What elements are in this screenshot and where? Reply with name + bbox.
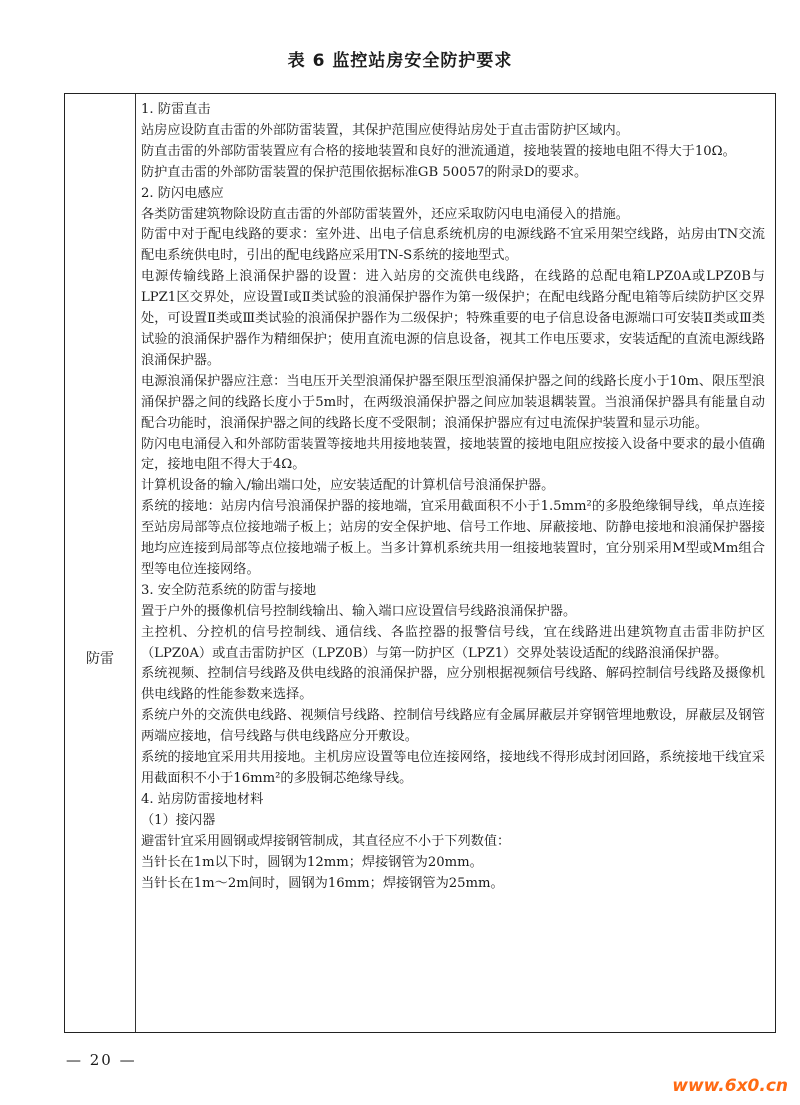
content-paragraph: 系统视频、控制信号线路及供电线路的浪涌保护器，应分别根据视频信号线路、解码控制信号线路及摄像机供电线路的性能参数来选择。 xyxy=(141,666,765,703)
content-paragraph: 当针长在1m以下时，圆钢为12mm；焊接钢管为20mm。 xyxy=(141,854,483,870)
content-paragraph: 电源浪涌保护器应注意：当电压开关型浪涌保护器至限压型浪涌保护器之间的线路长度小于10m、限压型浪涌保护器之间的线路长度小于5m时，在两级浪涌保护器之间应加装退耦装置。当浪涌保护器具有能量自动配合功能时，浪涌保护器之间的线路长度不受限制；浪涌保护器应有过电流保护装置和显示功能。 xyxy=(141,373,765,431)
watermark: www.6x0.cn xyxy=(672,1076,788,1096)
content-paragraph: 各类防雷建筑物除设防直击雷的外部防雷装置外，还应采取防闪电电涌侵入的措施。 xyxy=(141,206,629,222)
content-paragraph: 计算机设备的输入/输出端口处，应安装适配的计算机信号浪涌保护器。 xyxy=(141,478,555,494)
content-paragraph: 防闪电电涌侵入和外部防雷装置等接地共用接地装置，接地装置的接地电阻应按接入设备中要求的最小值确定，接地电阻不得大于4Ω。 xyxy=(141,436,765,473)
content-paragraph: 系统户外的交流供电线路、视频信号线路、控制信号线路应有金属屏蔽层并穿钢管埋地敷设，屏蔽层及钢管两端应接地，信号线路与供电线路应分开敷设。 xyxy=(141,708,765,745)
content-paragraph: 防直击雷的外部防雷装置应有合格的接地装置和良好的泄流通道，接地装置的接地电阻不得大于10Ω。 xyxy=(141,143,736,159)
content-paragraph: 4. 站房防雷接地材料 xyxy=(141,791,264,807)
content-paragraph: 系统的接地宜采用共用接地。主机房应设置等电位连接网络，接地线不得形成封闭回路，系统接地干线宜采用截面积不小于16mm²的多股铜芯绝缘导线。 xyxy=(141,750,765,786)
content-paragraph: 系统的接地：站房内信号浪涌保护器的接地端，宜采用截面积不小于1.5mm²的多股绝缘铜导线，单点连接至站房局部等点位接地端子板上；站房的安全保护地、信号工作地、屏蔽接地、防静电接地和浪涌保护器接地均应连接到局部等点位接地端子板上。当多计算机系统共用一组接地装置时，宜分别采用M型或Mm组合型等电位连接网络。 xyxy=(141,499,765,577)
page-number: — 20 — xyxy=(66,1051,137,1069)
content-paragraph: 3. 安全防范系统的防雷与接地 xyxy=(141,582,317,598)
content-paragraph: 1. 防雷直击 xyxy=(141,102,211,117)
content-paragraph: 防护直击雷的外部防雷装置的保护范围依据标准GB 50057的附录D的要求。 xyxy=(141,164,588,180)
content-paragraph: 防雷中对于配电线路的要求：室外进、出电子信息系统机房的电源线路不宜采用架空线路，站房由TN交流配电系统供电时，引出的配电线路应采用TN-S系统的接地型式。 xyxy=(141,227,765,264)
category-cell: 防雷 xyxy=(86,651,114,667)
content-paragraph: 主控机、分控机的信号控制线、通信线、各监控器的报警信号线，宜在线路进出建筑物直击雷非防护区（LPZ0A）或直击雷防护区（LPZ0B）与第一防护区（LPZ1）交界处装设适配的线路浪涌保护器。 xyxy=(141,624,765,661)
content-paragraph: 2. 防闪电感应 xyxy=(141,185,224,201)
content-paragraph: （1）接闪器 xyxy=(141,812,216,828)
page-title: 表 6 监控站房安全防护要求 xyxy=(287,51,513,71)
content-paragraph: 置于户外的摄像机信号控制线输出、输入端口应设置信号线路浪涌保护器。 xyxy=(141,603,577,619)
content-paragraph: 当针长在1m～2m间时，圆钢为16mm；焊接钢管为25mm。 xyxy=(141,875,504,891)
content-paragraph: 避雷针宜采用圆钢或焊接钢管制成，其直径应不小于下列数值： xyxy=(141,833,511,849)
requirements-table xyxy=(64,93,776,1033)
content-paragraph: 站房应设防直击雷的外部防雷装置，其保护范围应使得站房处于直击雷防护区域内。 xyxy=(141,122,629,138)
column-divider xyxy=(135,94,136,1032)
content-paragraph: 电源传输线路上浪涌保护器的设置：进入站房的交流供电线路，在线路的总配电箱LPZ0A或LPZ0B与LPZ1区交界处，应设置Ⅰ或Ⅱ类试验的浪涌保护器作为第一级保护；在配电线路分配电箱等后续防护区交界处，可设置Ⅱ类或Ⅲ类试验的浪涌保护器作为二级保护；特殊重要的电子信息设备电源端口可安装Ⅱ类或Ⅲ类试验的浪涌保护器作为精细保护；使用直流电源的信息设备，视其工作电压要求，安装适配的直流电源线路浪涌保护器。 xyxy=(141,269,765,368)
requirements-content xyxy=(141,100,765,894)
